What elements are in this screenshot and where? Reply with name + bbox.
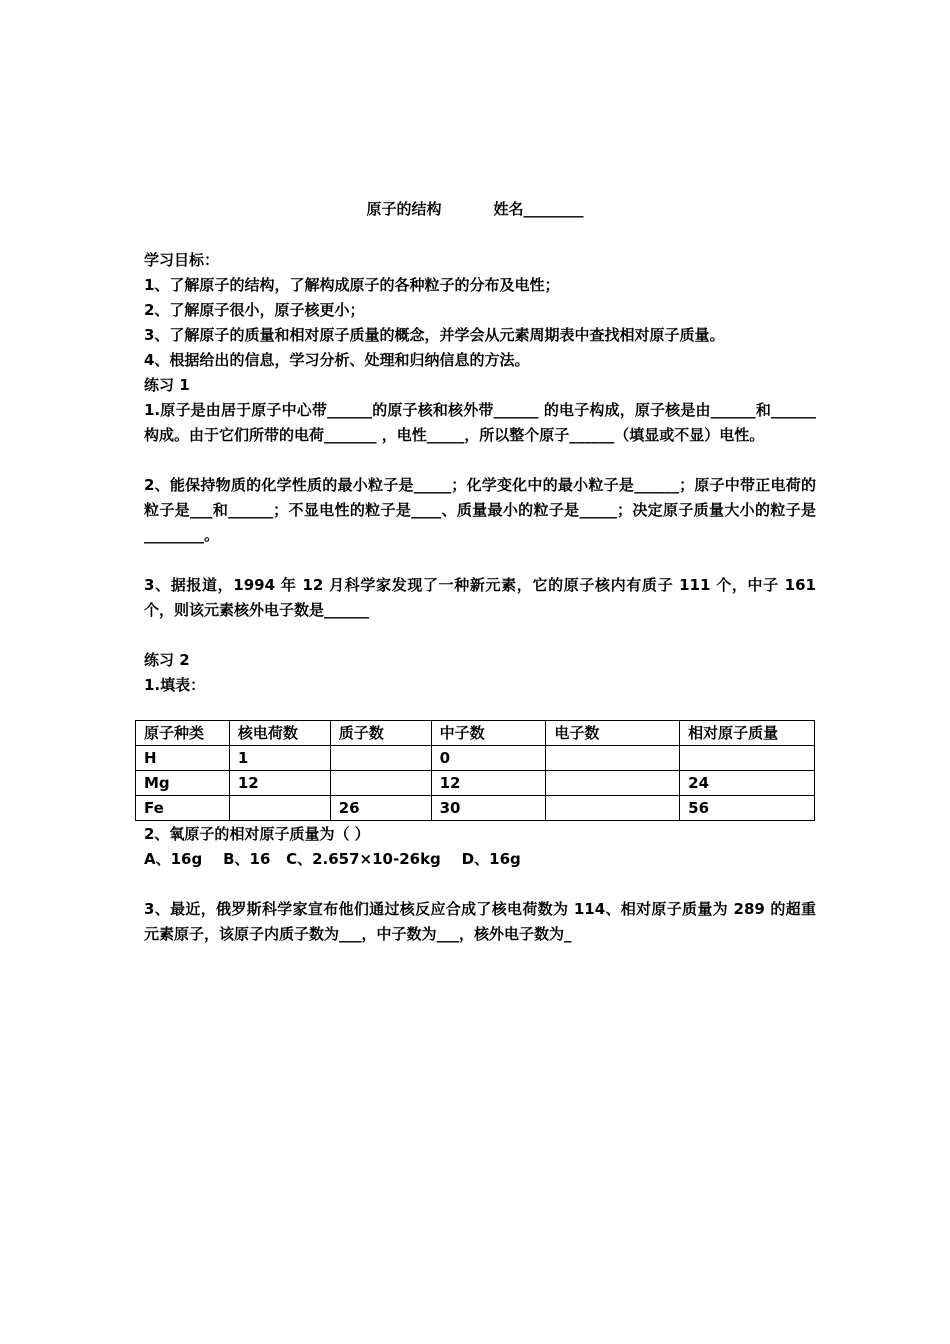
- exercise1-heading: 练习 1: [144, 376, 190, 394]
- table-cell[interactable]: [546, 746, 680, 771]
- table-cell: 1: [229, 746, 330, 771]
- document-title: 原子的结构: [366, 200, 442, 218]
- table-row: [136, 771, 815, 796]
- objective-item-2: 2、了解原子很小，原子核更小；: [144, 301, 365, 319]
- exercise1-question-3: 3、据报道，1994 年 12 月科学家发现了一种新元素，它的原子核内有质子 111 个，中子 161 个，则该元素核外电子数是______: [144, 576, 816, 619]
- fill-table-title: 1.填表：: [144, 676, 206, 694]
- table-cell: 12: [431, 771, 546, 796]
- objective-item-1: 1、了解原子的结构，了解构成原子的各种粒子的分布及电性；: [144, 276, 560, 294]
- table-cell[interactable]: [680, 746, 815, 771]
- table-row: [136, 746, 815, 771]
- title-row: [0, 199, 950, 219]
- exercise2-heading: 练习 2: [144, 651, 190, 669]
- table-cell[interactable]: [330, 771, 431, 796]
- table-header-cell: 中子数: [431, 721, 546, 746]
- exercise1-question-2: 2、能保持物质的化学性质的最小粒子是_____；化学变化中的最小粒子是______；原子中带正电荷的粒子是___和______；不显电性的粒子是____、质量最小的粒子是_____；决定原子质量大小的粒子是________。: [144, 476, 816, 544]
- table-header-cell: 电子数: [546, 721, 680, 746]
- table-cell: 30: [431, 796, 546, 821]
- table-cell[interactable]: [229, 796, 330, 821]
- table-header-row: [136, 721, 815, 746]
- table-header-cell: 核电荷数: [229, 721, 330, 746]
- table-row: [136, 796, 815, 821]
- objective-item-4: 4、根据给出的信息，学习分析、处理和归纳信息的方法。: [144, 351, 530, 369]
- exercise2-question-2-options: A、16g B、16 C、2.657×10-26kg D、16g: [144, 850, 521, 868]
- table-cell: Mg: [136, 771, 230, 796]
- exercise2-questions: [144, 822, 816, 947]
- exercise2-question-3: 3、最近，俄罗斯科学家宣布他们通过核反应合成了核电荷数为 114、相对原子质量为 289 的超重元素原子，该原子内质子数为___，中子数为___，核外电子数为_: [144, 900, 816, 943]
- table-cell: 12: [229, 771, 330, 796]
- objective-item-3: 3、了解原子的质量和相对原子质量的概念，并学会从元素周期表中查找相对原子质量。: [144, 326, 725, 344]
- table-cell[interactable]: [330, 746, 431, 771]
- table-cell[interactable]: [546, 796, 680, 821]
- table-cell: H: [136, 746, 230, 771]
- table-cell: 56: [680, 796, 815, 821]
- table-cell: 26: [330, 796, 431, 821]
- table-cell: 0: [431, 746, 546, 771]
- table-header-cell: 相对原子质量: [680, 721, 815, 746]
- table-cell: Fe: [136, 796, 230, 821]
- objectives-heading: 学习目标：: [144, 251, 220, 269]
- table-cell: 24: [680, 771, 815, 796]
- exercise1-question-1: 1.原子是由居于原子中心带______的原子核和核外带______ 的电子构成，原子核是由______和______构成。由于它们所带的电荷_______ ，电性_____，所以整个原子______（填显或不显）电性。: [144, 401, 816, 444]
- table-header-cell: 原子种类: [136, 721, 230, 746]
- name-field-label: 姓名________: [493, 200, 584, 218]
- main-content: [144, 248, 816, 698]
- table-cell[interactable]: [546, 771, 680, 796]
- table-header-cell: 质子数: [330, 721, 431, 746]
- exercise2-question-2: 2、氧原子的相对原子质量为（ ）: [144, 825, 370, 843]
- atom-table: [135, 720, 815, 821]
